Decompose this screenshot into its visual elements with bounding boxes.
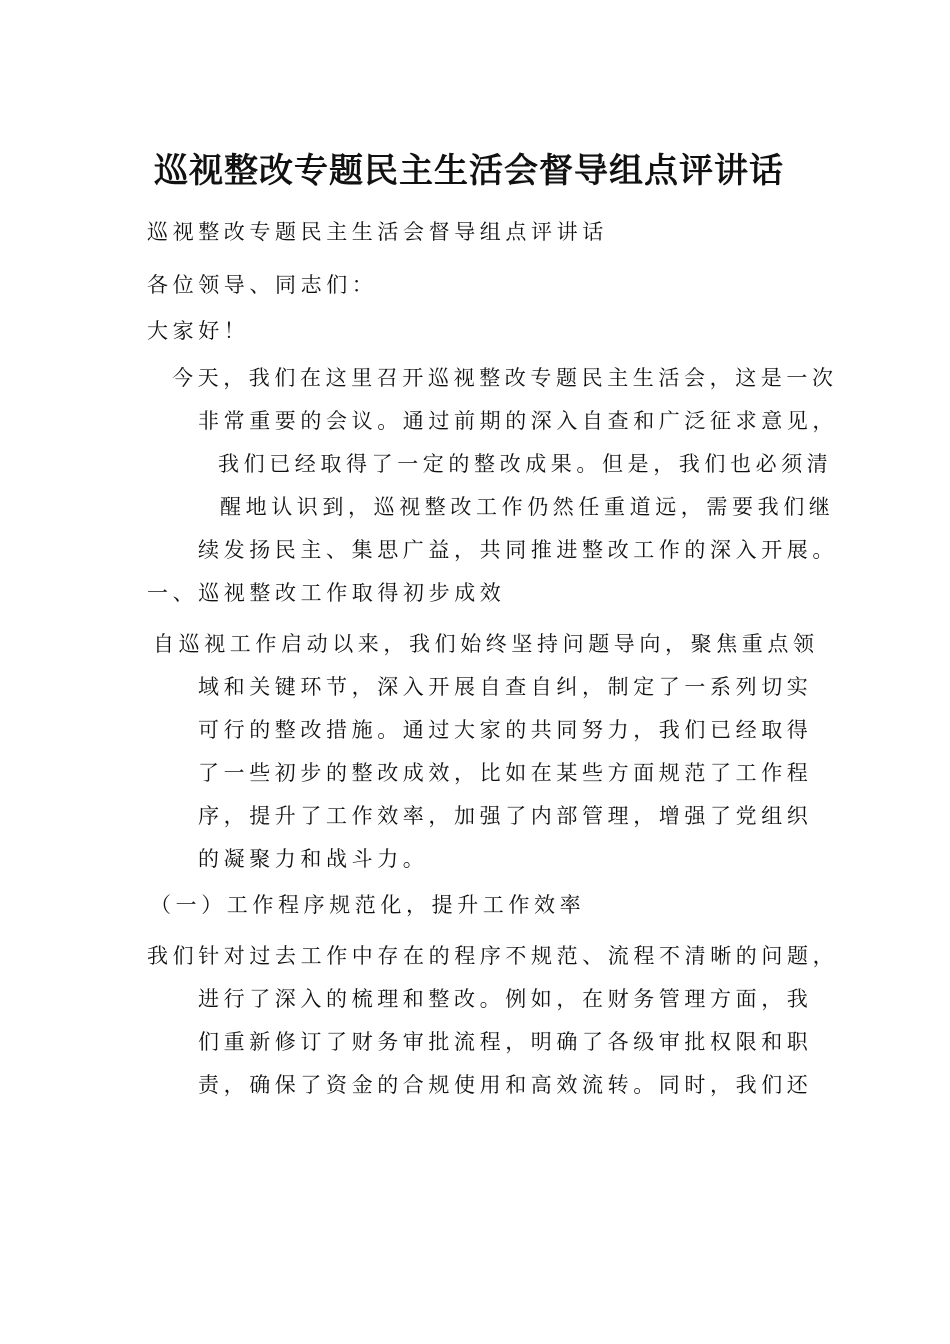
- paragraph-line: 的凝聚力和战斗力。: [198, 847, 429, 871]
- subsection-heading: （一）工作程序规范化，提升工作效率: [150, 893, 586, 917]
- paragraph-line: 进行了深入的梳理和整改。例如，在财务管理方面，我: [198, 987, 813, 1011]
- paragraph-line: 可行的整改措施。通过大家的共同努力，我们已经取得: [198, 718, 813, 742]
- document-title: 巡视整改专题民主生活会督导组点评讲话: [154, 151, 784, 191]
- paragraph-line: 域和关键环节，深入开展自查自纠，制定了一系列切实: [198, 675, 813, 699]
- paragraph-line: 自巡视工作启动以来，我们始终坚持问题导向，聚焦重点领: [153, 632, 819, 656]
- paragraph-line: 了一些初步的整改成效，比如在某些方面规范了工作程: [198, 761, 813, 785]
- section-paragraph: [0, 623, 819, 881]
- document-subtitle: 巡视整改专题民主生活会督导组点评讲话: [147, 220, 608, 244]
- salutation: 各位领导、同志们：: [147, 273, 378, 297]
- greeting: 大家好！: [147, 319, 250, 343]
- paragraph-line: 我们针对过去工作中存在的程序不规范、流程不清晰的问题，: [147, 944, 839, 968]
- paragraph-line: 们重新修订了财务审批流程，明确了各级审批权限和职: [198, 1030, 813, 1054]
- paragraph-line: 续发扬民主、集思广益，共同推进整改工作的深入开展。: [198, 538, 838, 562]
- paragraph-line: 今天，我们在这里召开巡视整改专题民主生活会，这是一次: [172, 366, 838, 390]
- paragraph-line: 我们已经取得了一定的整改成果。但是，我们也必须清: [218, 452, 833, 476]
- subsection-paragraph: [0, 935, 838, 1107]
- intro-paragraph: [0, 357, 838, 572]
- paragraph-line: 醒地认识到，巡视整改工作仍然任重道远，需要我们继: [220, 495, 835, 519]
- paragraph-line: 序，提升了工作效率，加强了内部管理，增强了党组织: [198, 804, 813, 828]
- section-heading: 一、巡视整改工作取得初步成效: [147, 581, 506, 605]
- paragraph-line: 责，确保了资金的合规使用和高效流转。同时，我们还: [198, 1073, 813, 1097]
- paragraph-line: 非常重要的会议。通过前期的深入自查和广泛征求意见，: [198, 409, 838, 433]
